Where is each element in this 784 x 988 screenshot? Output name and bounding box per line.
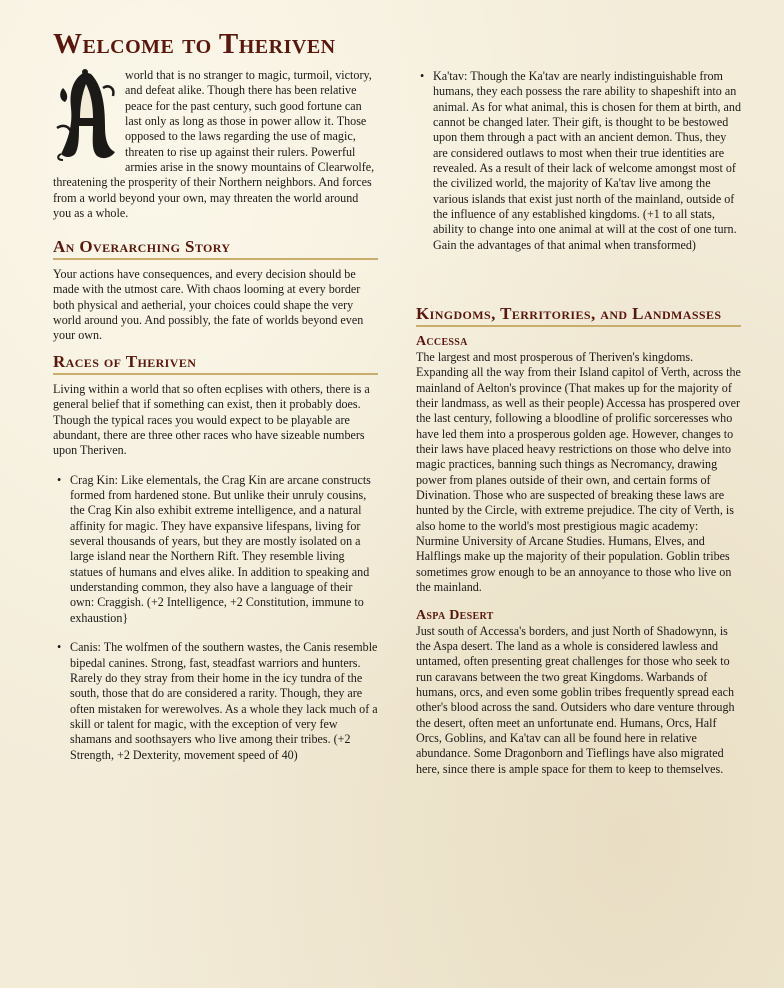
- intro-text: world that is no stranger to magic, turmoil, victory, and defeat alike. Though there has been relative peace for the past century, such good fortune can last only as long as those in power allow it. Those opposed to the laws regarding the use of magic, threaten to rise up against their rulers. Powerful armies arise in the snowy mountains of Clearwolfe, threatening the prosperity of their Northern neighbors. And forces from a world beyond your own, may threaten the world around you as a whole.: [53, 68, 375, 221]
- intro-paragraph: [53, 68, 378, 221]
- ornate-a-icon: [55, 68, 119, 162]
- katav-section: [416, 69, 741, 253]
- races-section: [53, 352, 378, 763]
- aspa-text: Just south of Accessa's borders, and just North of Shadowynn, is the Aspa desert. The land as a whole is considered lawless and untamed, often presenting great challenges for those who seek to run caravans between the two great Kingdoms. Warbands of humans, orcs, and even some goblin tribes frequently spread each other's blood across the sand. Outsiders who dare venture through the desert, often meet an unfortunate end. Humans, Orcs, Half Orcs, Goblins, and Ka'tav can all be found here in relative abundance. Some Dragonborn and Tieflings have also migrated here, since there is ample space for them to keep to themselves.: [416, 623, 735, 776]
- aspa-heading: Aspa Desert: [416, 607, 494, 623]
- overarching-text: Your actions have consequences, and every decision should be made with the utmost care. With chaos looming at every border both physical and aetherial, your choices could shape the very world around you. And possibly, the fate of worlds beyond even your own.: [53, 267, 364, 343]
- races-list: [53, 473, 378, 763]
- overarching-section: [53, 237, 378, 344]
- race-katav: • Ka'tav: Though the Ka'tav are nearly indistinguishable from humans, they each possess the rare ability to shapeshift into an animal. As for what animal, this is chosen for them at birth, and cannot be changed later. Their gift, is thought to be bestowed upon them through a pact with an ancient demon. Thus, they are considered outlaws to most when their true identities are revealed. As a result of their lack of welcome amongst most of the civilized world, the majority of Ka'tav live among the various islands that exist just north of the mainland, outside of the influence of any established kingdoms. (+1 to all stats, ability to change into one animal at will at the cost of one turn. Gain the advantages of that animal when transformed): [416, 69, 741, 253]
- races-list-continued: [416, 69, 741, 253]
- kingdoms-section: [416, 303, 741, 777]
- accessa-text: The largest and most prosperous of Theriven's kingdoms. Expanding all the way from their Island capitol of Verth, across the mainland of Aelton's province (That makes up for the majority of their landmass, as well as their people) Accessa has prospered over the last century, following a bloodline of prolific sorceresses who have led them into a prosperous golden age. However, changes to their laws have placed heavy restrictions on those who delve into magic practices, banning such things as Necromancy, drawing power from planes outside of their own, and certain forms of Divination. Those who are suspected of breaking these laws are hunted by the Circle, with extreme prejudice. The city of Verth, is also home to the world's most prestigious magic academy: Nurmine University of Arcane Studies. Humans, Elves, and Halflings make up the majority of their population. Goblin tribes sometimes grow enough to be an annoyance to those who live on the mainland.: [416, 350, 741, 595]
- race-canis: • Canis: The wolfmen of the southern wastes, the Canis resemble bipedal canines. Strong, fast, steadfast warriors and hunters. Rarely do they stray from their home in the icy tundra of the south, those that do are considered a rarity. Though, they are often mistaken for werewolves. As a whole they lack much of a skill or talent for magic, with the exception of very few shamans and soothsayers who live among their tribes. (+2 Strength, +2 Dexterity, movement speed of 40): [53, 640, 378, 763]
- accessa-heading: Accessa: [416, 334, 468, 349]
- races-heading: Races of Theriven: [53, 352, 378, 375]
- dropcap-letter: [55, 68, 119, 162]
- kingdoms-heading: Kingdoms, Territories, and Landmasses: [416, 303, 741, 327]
- races-text: Living within a world that so often ecplises with others, there is a general belief that if something can exist, then it probably does. Though the typical races you would expect to be playable are abundant, there are three other races who have sizeable numbers upon Theriven.: [53, 382, 370, 458]
- page-title: Welcome to Theriven: [53, 28, 336, 60]
- race-crag-kin: • Crag Kin: Like elementals, the Crag Kin are arcane constructs formed from hardened stone. But unlike their unruly cousins, the Crag Kin also exhibit extreme intelligence, and a natural affinity for magic. They have expansive lifespans, living for several thousands of years, but they are mostly isolated on a large island near the Northern Rift. They resemble living statues of humans and elves alike. In addition to speaking and understanding common, they also have a language of their own: Craggish. (+2 Intelligence, +2 Constitution, immune to exhaustion}: [53, 473, 378, 626]
- overarching-heading: An Overarching Story: [53, 237, 378, 260]
